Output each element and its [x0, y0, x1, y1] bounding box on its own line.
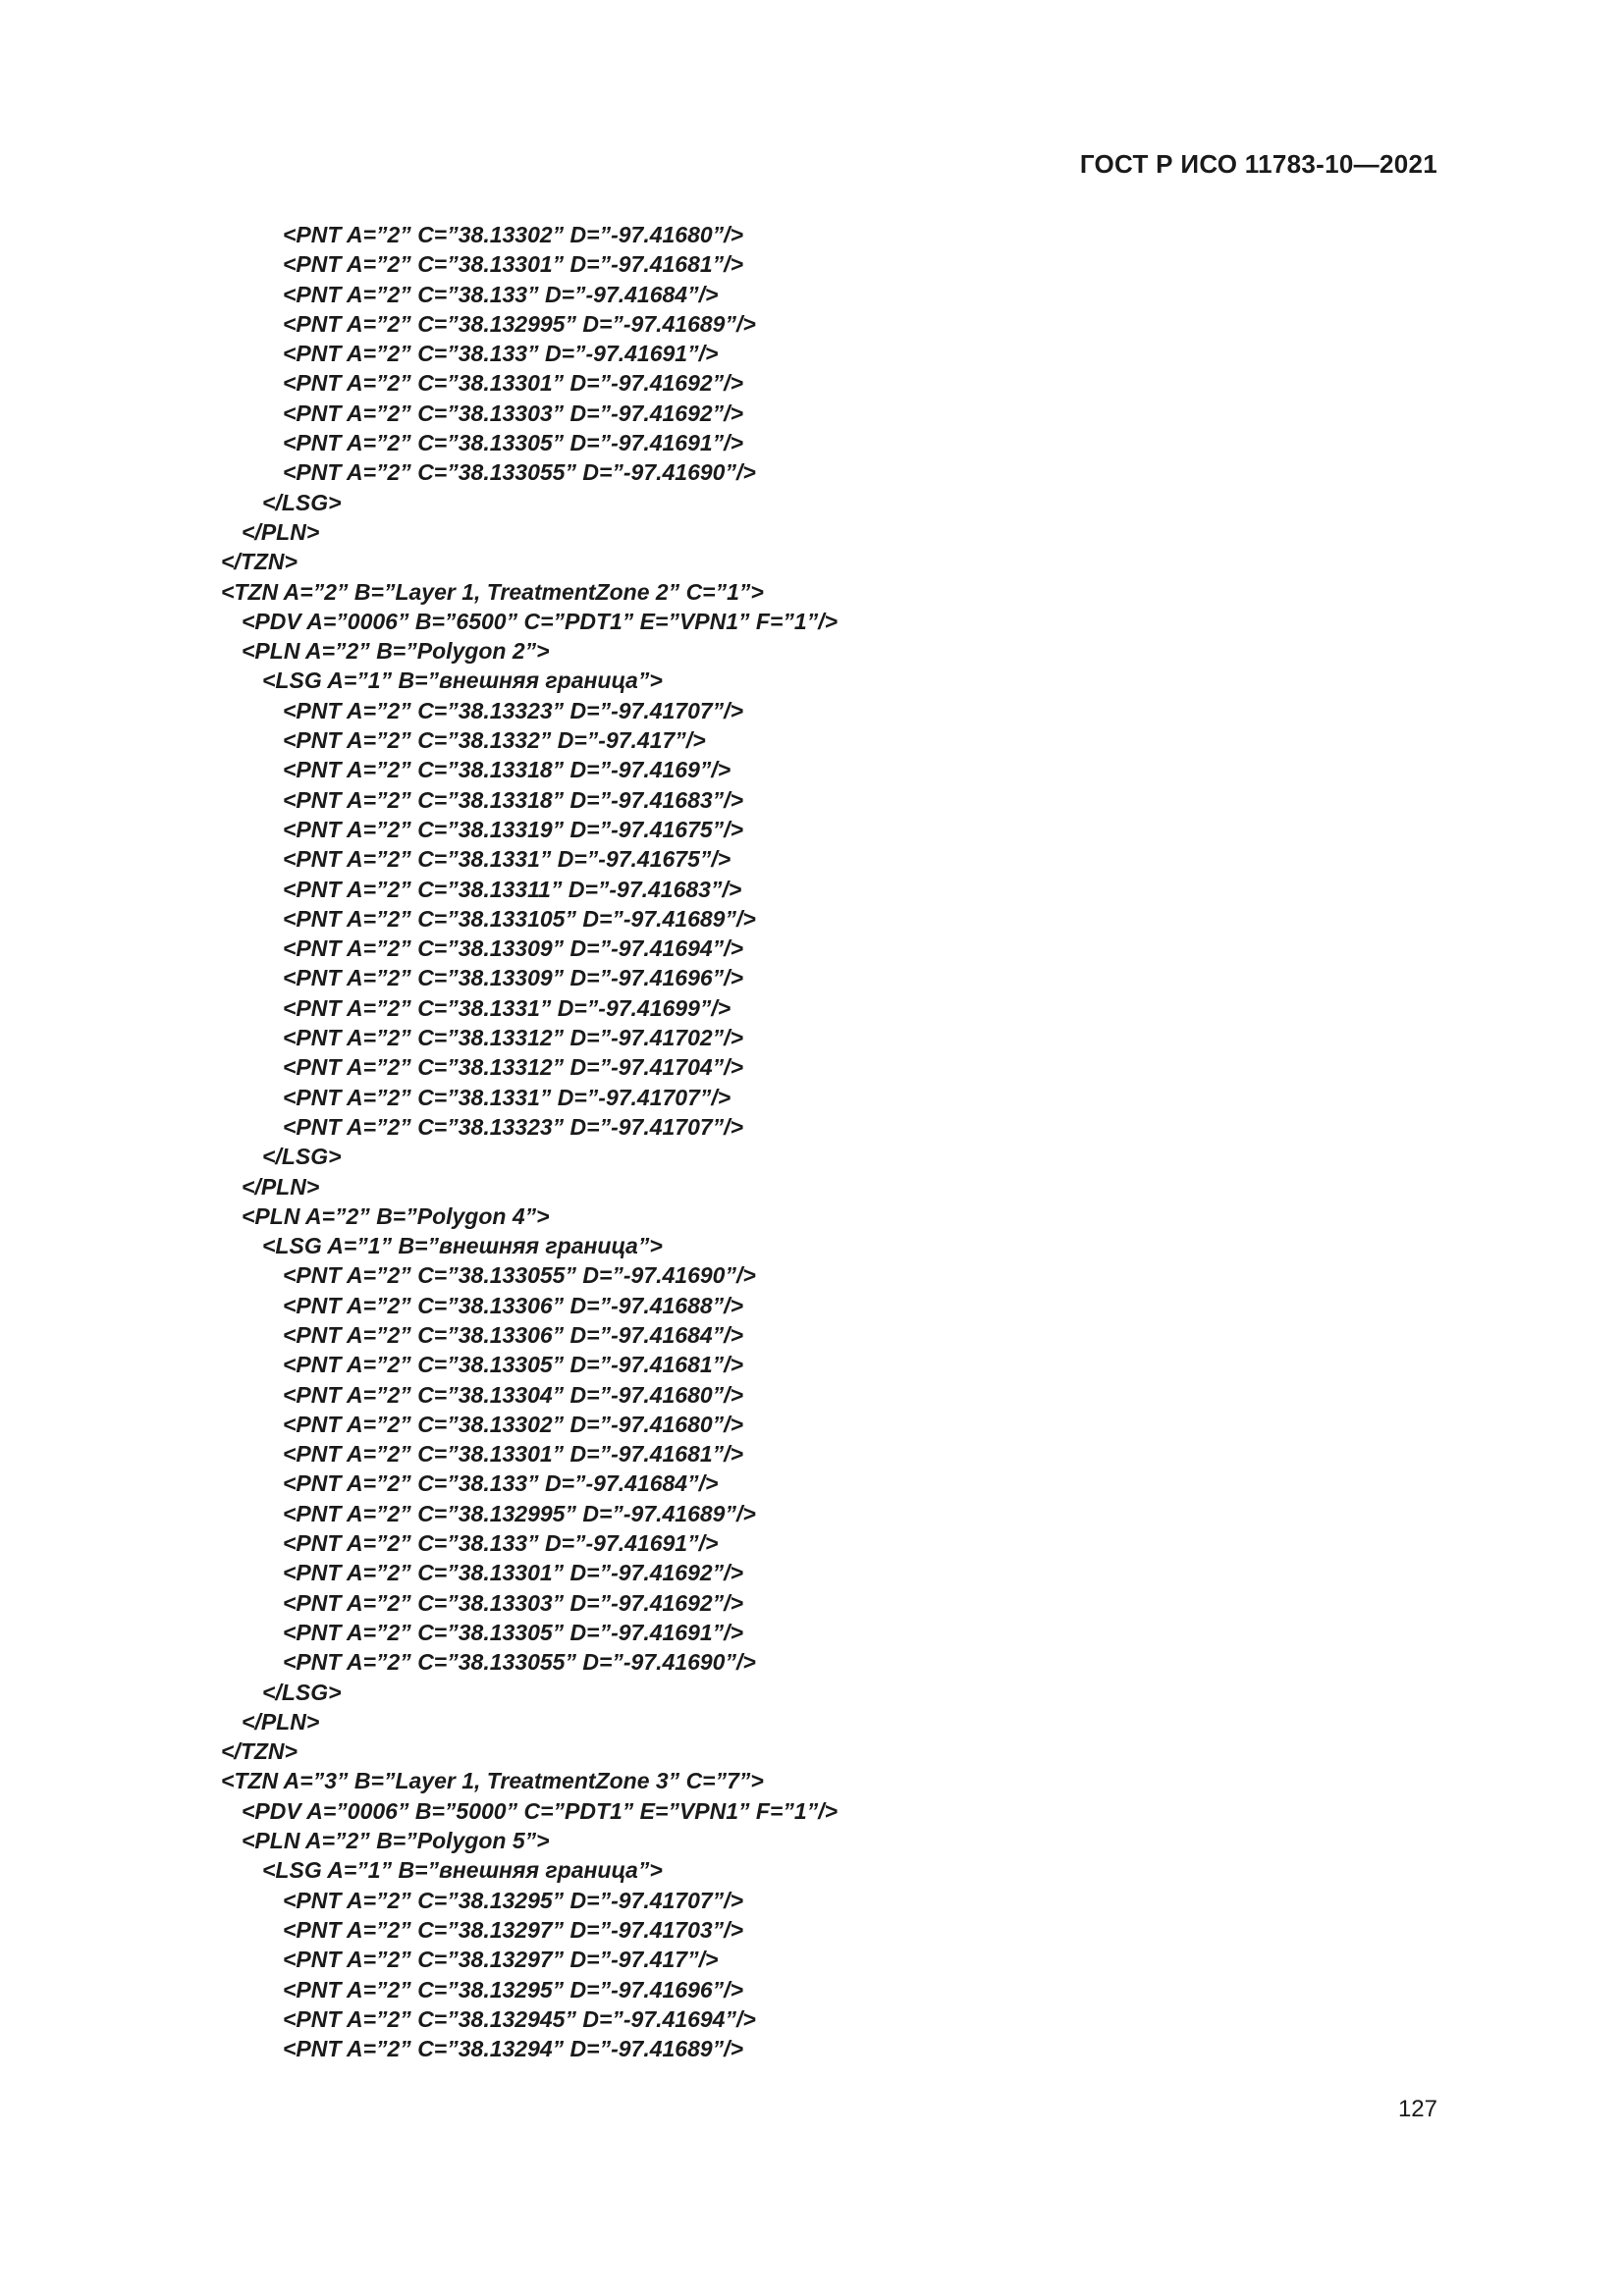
code-line: <PNT A=”2” C=”38.13301” D=”-97.41681”/>: [283, 251, 744, 278]
code-line: <PNT A=”2” C=”38.13323” D=”-97.41707”/>: [283, 697, 744, 723]
code-line: <PNT A=”2” C=”38.133” D=”-97.41684”/>: [283, 1470, 719, 1497]
code-line: </PLN>: [242, 1708, 320, 1735]
page-number: 127: [1397, 2096, 1437, 2122]
code-line: </LSG>: [262, 1144, 342, 1170]
code-line: <PNT A=”2” C=”38.13318” D=”-97.4169”/>: [283, 757, 731, 783]
code-line: <LSG A=”1” B=”внешняя граница”>: [262, 1233, 663, 1259]
code-line: <PNT A=”2” C=”38.13297” D=”-97.417”/>: [283, 1947, 719, 1973]
code-line: <TZN A=”3” B=”Layer 1, TreatmentZone 3” C=”7”>: [221, 1768, 764, 1794]
code-line: <PNT A=”2” C=”38.13301” D=”-97.41692”/>: [283, 370, 744, 397]
code-line: <PNT A=”2” C=”38.133055” D=”-97.41690”/>: [283, 1649, 756, 1676]
code-line: <PLN A=”2” B=”Polygon 4”>: [242, 1202, 550, 1229]
code-line: <PDV A=”0006” B=”6500” C=”PDT1” E=”VPN1” F=”1”/>: [242, 608, 839, 634]
code-line: </LSG>: [262, 1679, 342, 1705]
code-line: </LSG>: [262, 489, 342, 515]
code-line: </PLN>: [242, 1173, 320, 1200]
code-line: <PNT A=”2” C=”38.13297” D=”-97.41703”/>: [283, 1916, 744, 1943]
code-line: <PNT A=”2” C=”38.13309” D=”-97.41696”/>: [283, 965, 744, 991]
code-line: </TZN>: [221, 1738, 298, 1765]
code-line: <PNT A=”2” C=”38.13302” D=”-97.41680”/>: [283, 222, 744, 247]
code-line: <PLN A=”2” B=”Polygon 5”>: [242, 1828, 550, 1854]
code-line: <PNT A=”2” C=”38.132995” D=”-97.41689”/>: [283, 1500, 756, 1526]
code-line: <PNT A=”2” C=”38.132995” D=”-97.41689”/>: [283, 310, 756, 337]
code-line: <PNT A=”2” C=”38.13309” D=”-97.41694”/>: [283, 935, 744, 962]
code-line: <PNT A=”2” C=”38.13295” D=”-97.41707”/>: [283, 1887, 744, 1913]
code-line: <PNT A=”2” C=”38.1331” D=”-97.41699”/>: [283, 994, 731, 1021]
document-code-header: ГОСТ Р ИСО 11783-10—2021: [1079, 149, 1437, 179]
code-line: <PNT A=”2” C=”38.133” D=”-97.41691”/>: [283, 341, 719, 367]
code-line: <PNT A=”2” C=”38.13305” D=”-97.41691”/>: [283, 430, 744, 456]
xml-code-listing: [221, 220, 838, 2063]
code-line: <PNT A=”2” C=”38.133” D=”-97.41684”/>: [283, 281, 719, 307]
code-line: </TZN>: [221, 549, 298, 575]
code-line: <PNT A=”2” C=”38.13311” D=”-97.41683”/>: [283, 876, 742, 902]
code-line: <PNT A=”2” C=”38.1331” D=”-97.41675”/>: [283, 846, 731, 873]
code-line: <PNT A=”2” C=”38.133055” D=”-97.41690”/>: [283, 1262, 756, 1289]
code-line: <PNT A=”2” C=”38.13305” D=”-97.41691”/>: [283, 1619, 744, 1645]
code-line: <PNT A=”2” C=”38.13312” D=”-97.41704”/>: [283, 1054, 744, 1081]
code-line: <PNT A=”2” C=”38.133” D=”-97.41691”/>: [283, 1530, 719, 1557]
code-line: <TZN A=”2” B=”Layer 1, TreatmentZone 2” C=”1”>: [221, 578, 764, 605]
code-line: <PDV A=”0006” B=”5000” C=”PDT1” E=”VPN1” F=”1”/>: [242, 1797, 839, 1824]
code-line: <PNT A=”2” C=”38.1332” D=”-97.417”/>: [283, 727, 706, 754]
code-line: <PNT A=”2” C=”38.13305” D=”-97.41681”/>: [283, 1352, 744, 1378]
code-line: <PNT A=”2” C=”38.133055” D=”-97.41690”/>: [283, 459, 756, 486]
code-line: <PNT A=”2” C=”38.13306” D=”-97.41684”/>: [283, 1321, 744, 1348]
code-line: <PNT A=”2” C=”38.132945” D=”-97.41694”/>: [283, 2005, 756, 2032]
code-line: <PNT A=”2” C=”38.13301” D=”-97.41692”/>: [283, 1560, 744, 1586]
code-line: <LSG A=”1” B=”внешняя граница”>: [262, 1857, 663, 1884]
code-line: <PNT A=”2” C=”38.13318” D=”-97.41683”/>: [283, 786, 744, 813]
code-line: <LSG A=”1” B=”внешняя граница”>: [262, 667, 663, 694]
code-line: <PLN A=”2” B=”Polygon 2”>: [242, 638, 550, 665]
code-line: <PNT A=”2” C=”38.1331” D=”-97.41707”/>: [283, 1084, 731, 1110]
code-line: <PNT A=”2” C=”38.13294” D=”-97.41689”/>: [283, 2036, 744, 2062]
code-line: </PLN>: [242, 518, 320, 545]
code-line: <PNT A=”2” C=”38.13306” D=”-97.41688”/>: [283, 1292, 744, 1318]
code-line: <PNT A=”2” C=”38.13301” D=”-97.41681”/>: [283, 1441, 744, 1468]
code-line: <PNT A=”2” C=”38.13323” D=”-97.41707”/>: [283, 1113, 744, 1140]
code-line: <PNT A=”2” C=”38.13303” D=”-97.41692”/>: [283, 1589, 744, 1616]
code-line: <PNT A=”2” C=”38.13319” D=”-97.41675”/>: [283, 816, 744, 842]
code-line: <PNT A=”2” C=”38.133105” D=”-97.41689”/>: [283, 905, 756, 932]
code-line: <PNT A=”2” C=”38.13295” D=”-97.41696”/>: [283, 1976, 744, 2002]
code-line: <PNT A=”2” C=”38.13302” D=”-97.41680”/>: [283, 1411, 744, 1437]
code-line: <PNT A=”2” C=”38.13312” D=”-97.41702”/>: [283, 1025, 744, 1051]
code-line: <PNT A=”2” C=”38.13303” D=”-97.41692”/>: [283, 400, 744, 426]
code-line: <PNT A=”2” C=”38.13304” D=”-97.41680”/>: [283, 1381, 744, 1408]
